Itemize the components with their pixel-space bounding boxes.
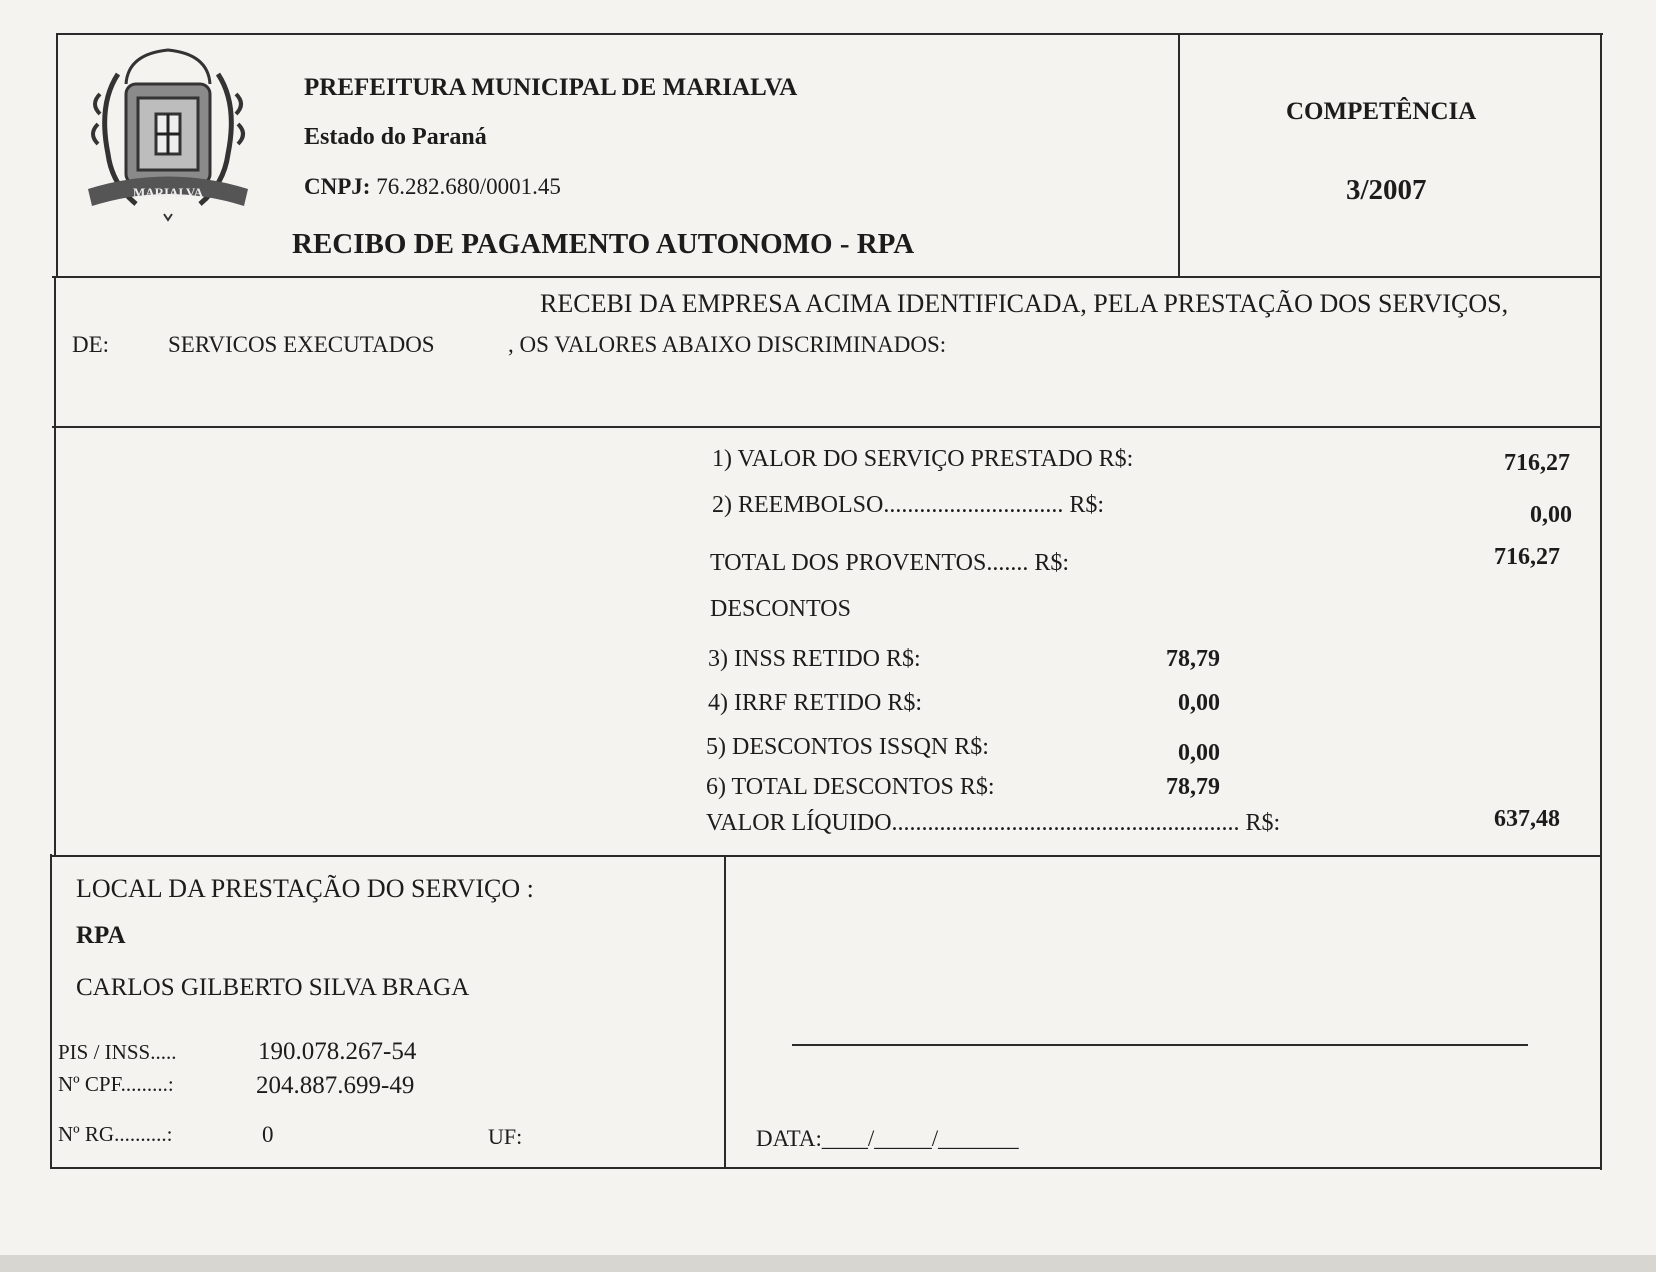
svg-text:MARIALVA: MARIALVA bbox=[132, 185, 204, 200]
values-bottom-line bbox=[52, 855, 1602, 857]
frame-bottom bbox=[50, 1167, 1602, 1169]
servico-value: 716,27 bbox=[1504, 450, 1570, 476]
scan-edge-smear bbox=[0, 1255, 1656, 1272]
document-title: RECIBO DE PAGAMENTO AUTONOMO - RPA bbox=[292, 228, 915, 260]
reembolso-label: 2) REEMBOLSO.............................. R$: bbox=[712, 492, 1105, 518]
servico-label: 1) VALOR DO SERVIÇO PRESTADO R$: bbox=[712, 446, 1134, 472]
org-name: PREFEITURA MUNICIPAL DE MARIALVA bbox=[304, 74, 798, 101]
total-proventos-label: TOTAL DOS PROVENTOS....... R$: bbox=[710, 550, 1070, 576]
frame-right bbox=[1600, 33, 1602, 1170]
cpf-label: Nº CPF.........: bbox=[58, 1072, 174, 1096]
header-divider-vertical bbox=[1178, 33, 1180, 277]
provider-name: CARLOS GILBERTO SILVA BRAGA bbox=[76, 974, 470, 1001]
competencia-value: 3/2007 bbox=[1346, 174, 1427, 206]
cnpj-label: CNPJ: bbox=[304, 174, 371, 199]
valor-liquido-label: VALOR LÍQUIDO.......................................................... R$: bbox=[706, 810, 1281, 836]
frame-left-bottom bbox=[50, 854, 52, 1169]
statement-bottom-line bbox=[52, 426, 1602, 428]
signature-line bbox=[792, 1044, 1528, 1046]
uf-label: UF: bbox=[488, 1124, 523, 1149]
total-descontos-label: 6) TOTAL DESCONTOS R$: bbox=[706, 774, 995, 800]
rg-value: 0 bbox=[262, 1122, 274, 1147]
frame-left-top bbox=[56, 33, 58, 278]
state-name: Estado do Paraná bbox=[304, 124, 487, 150]
provider-divider-vertical bbox=[724, 855, 726, 1168]
frame-top bbox=[56, 33, 1603, 35]
cnpj-value: 76.282.680/0001.45 bbox=[376, 174, 561, 199]
service-description: SERVICOS EXECUTADOS bbox=[168, 332, 435, 357]
valor-liquido-value: 637,48 bbox=[1494, 806, 1560, 832]
pis-value: 190.078.267-54 bbox=[258, 1038, 417, 1065]
rg-label: Nº RG..........: bbox=[58, 1122, 173, 1146]
statement-line1: RECEBI DA EMPRESA ACIMA IDENTIFICADA, PELA PRESTAÇÃO DOS SERVIÇOS, bbox=[540, 289, 1509, 318]
cpf-value: 204.887.699-49 bbox=[256, 1072, 415, 1099]
irrf-value: 0,00 bbox=[1178, 690, 1220, 716]
statement-line2: , OS VALORES ABAIXO DISCRIMINADOS: bbox=[508, 332, 947, 357]
descontos-heading: DESCONTOS bbox=[710, 596, 851, 622]
issqn-label: 5) DESCONTOS ISSQN R$: bbox=[706, 734, 989, 760]
municipal-crest-logo bbox=[78, 44, 258, 224]
frame-left bbox=[54, 276, 56, 856]
header-bottom-line bbox=[52, 276, 1602, 278]
irrf-label: 4) IRRF RETIDO R$: bbox=[708, 690, 923, 716]
de-label: DE: bbox=[72, 332, 110, 357]
total-proventos-value: 716,27 bbox=[1494, 544, 1560, 570]
competencia-label: COMPETÊNCIA bbox=[1286, 98, 1477, 125]
inss-label: 3) INSS RETIDO R$: bbox=[708, 646, 921, 672]
data-field: DATA:____/_____/_______ bbox=[756, 1126, 1019, 1151]
reembolso-value: 0,00 bbox=[1530, 502, 1572, 528]
local-label: LOCAL DA PRESTAÇÃO DO SERVIÇO : bbox=[76, 874, 534, 903]
pis-label: PIS / INSS..... bbox=[58, 1040, 177, 1064]
cnpj-line bbox=[304, 174, 561, 200]
total-descontos-value: 78,79 bbox=[1166, 774, 1220, 800]
local-value: RPA bbox=[76, 922, 126, 949]
issqn-value: 0,00 bbox=[1178, 740, 1220, 766]
inss-value: 78,79 bbox=[1166, 646, 1220, 672]
